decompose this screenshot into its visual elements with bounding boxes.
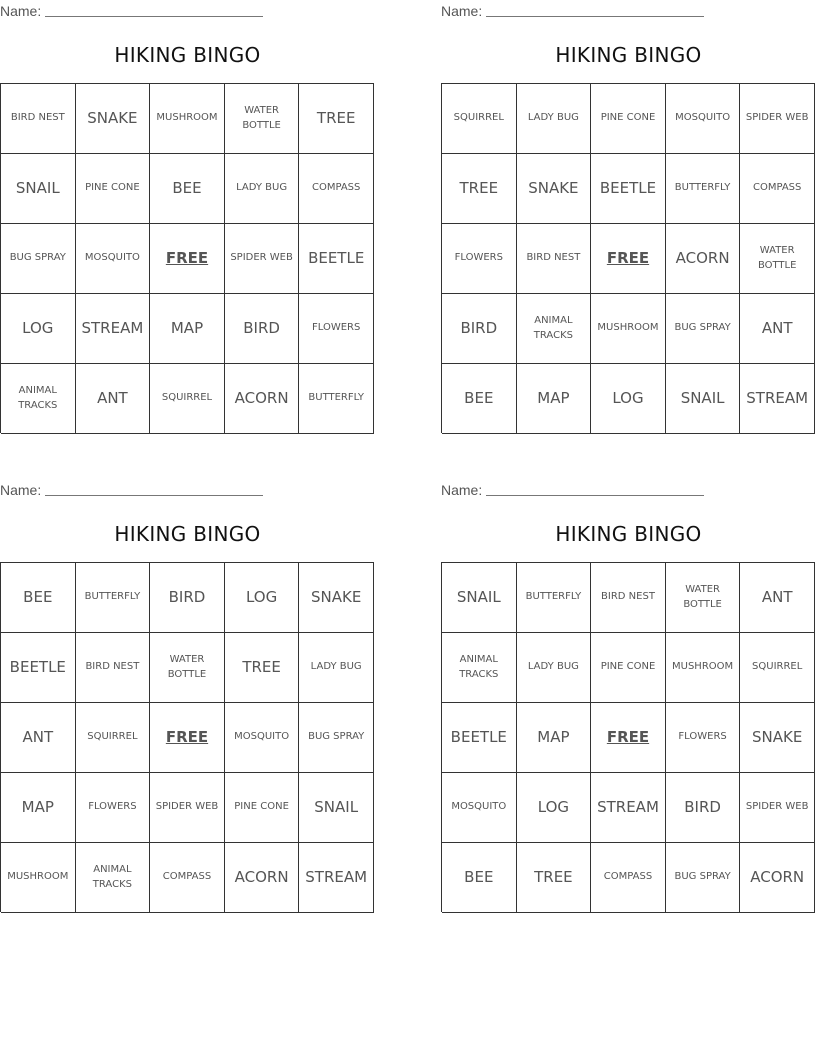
bingo-cell[interactable]: BIRD NEST [1, 84, 76, 154]
bingo-cell[interactable]: BUG SPRAY [1, 224, 76, 294]
bingo-cell[interactable]: TREE [517, 843, 592, 913]
bingo-cell[interactable]: FLOWERS [442, 224, 517, 294]
bingo-cell[interactable]: SPIDER WEB [740, 84, 815, 154]
bingo-cell[interactable]: ANIMAL TRACKS [76, 843, 151, 913]
bingo-cell[interactable]: BIRD [225, 294, 300, 364]
bingo-cell[interactable]: SNAIL [1, 154, 76, 224]
bingo-cell[interactable]: WATER BOTTLE [666, 563, 741, 633]
bingo-cell[interactable]: ANIMAL TRACKS [442, 633, 517, 703]
bingo-cell[interactable]: SQUIRREL [76, 703, 151, 773]
bingo-cell[interactable]: SNAKE [740, 703, 815, 773]
bingo-cell[interactable]: ANT [1, 703, 76, 773]
name-blank-line[interactable] [486, 481, 704, 496]
name-label: Name: [0, 482, 42, 498]
bingo-cell[interactable]: BEETLE [299, 224, 374, 294]
bingo-cell[interactable]: BIRD NEST [76, 633, 151, 703]
bingo-cell[interactable]: BUTTERFLY [666, 154, 741, 224]
bingo-cell[interactable]: BUTTERFLY [517, 563, 592, 633]
bingo-cell[interactable]: MAP [1, 773, 76, 843]
bingo-cell[interactable]: MAP [517, 364, 592, 434]
bingo-cell[interactable]: MAP [150, 294, 225, 364]
bingo-cell[interactable]: SNAKE [76, 84, 151, 154]
bingo-grid [0, 562, 374, 912]
bingo-cell[interactable]: FLOWERS [299, 294, 374, 364]
name-blank-line[interactable] [45, 481, 263, 496]
bingo-cell[interactable]: BEETLE [442, 703, 517, 773]
bingo-cell[interactable]: WATER BOTTLE [225, 84, 300, 154]
bingo-cell[interactable]: BEE [442, 364, 517, 434]
bingo-cell[interactable]: MUSHROOM [591, 294, 666, 364]
bingo-cell[interactable]: LOG [591, 364, 666, 434]
bingo-cell[interactable]: BUTTERFLY [299, 364, 374, 434]
bingo-card-4 [441, 479, 816, 913]
name-field [0, 481, 263, 499]
name-field [0, 2, 263, 20]
card-title: HIKING BINGO [555, 522, 702, 546]
bingo-cell[interactable]: COMPASS [299, 154, 374, 224]
bingo-cell[interactable]: BUG SPRAY [666, 294, 741, 364]
bingo-cell[interactable]: MUSHROOM [150, 84, 225, 154]
bingo-cell[interactable]: COMPASS [150, 843, 225, 913]
bingo-cell[interactable]: ACORN [666, 224, 741, 294]
bingo-cell[interactable]: SQUIRREL [740, 633, 815, 703]
bingo-grid [441, 562, 815, 912]
bingo-cell[interactable]: BUTTERFLY [76, 563, 151, 633]
bingo-card-1 [0, 0, 375, 434]
bingo-cell[interactable]: BUG SPRAY [666, 843, 741, 913]
bingo-cell[interactable]: LADY BUG [299, 633, 374, 703]
name-label: Name: [0, 3, 42, 19]
bingo-cell[interactable]: LOG [517, 773, 592, 843]
bingo-cell[interactable]: BEETLE [591, 154, 666, 224]
bingo-cell[interactable]: LOG [1, 294, 76, 364]
bingo-cell[interactable]: MUSHROOM [666, 633, 741, 703]
bingo-cell[interactable]: ACORN [740, 843, 815, 913]
name-field [441, 481, 704, 499]
bingo-cell[interactable]: BIRD [666, 773, 741, 843]
bingo-cell[interactable]: SPIDER WEB [150, 773, 225, 843]
bingo-cell[interactable]: STREAM [76, 294, 151, 364]
name-blank-line[interactable] [45, 2, 263, 17]
bingo-cell[interactable]: LADY BUG [225, 154, 300, 224]
bingo-cell[interactable]: ANT [76, 364, 151, 434]
bingo-cell[interactable]: SNAKE [299, 563, 374, 633]
bingo-cell[interactable]: SQUIRREL [442, 84, 517, 154]
bingo-cell[interactable]: TREE [442, 154, 517, 224]
bingo-cell[interactable]: TREE [299, 84, 374, 154]
bingo-cell[interactable]: LADY BUG [517, 84, 592, 154]
bingo-grid [441, 83, 815, 433]
bingo-cell[interactable]: PINE CONE [225, 773, 300, 843]
bingo-cell[interactable]: MUSHROOM [1, 843, 76, 913]
bingo-card-3 [0, 479, 375, 913]
bingo-cell[interactable]: MOSQUITO [666, 84, 741, 154]
bingo-cell[interactable]: STREAM [591, 773, 666, 843]
bingo-cell[interactable]: BIRD [150, 563, 225, 633]
bingo-cell[interactable]: WATER BOTTLE [150, 633, 225, 703]
bingo-cell[interactable]: STREAM [740, 364, 815, 434]
bingo-cell[interactable]: SNAKE [517, 154, 592, 224]
name-field [441, 2, 704, 20]
bingo-cell[interactable]: STREAM [299, 843, 374, 913]
name-label: Name: [441, 482, 483, 498]
bingo-cell[interactable]: PINE CONE [591, 84, 666, 154]
bingo-cell[interactable]: SPIDER WEB [225, 224, 300, 294]
bingo-cell[interactable]: LOG [225, 563, 300, 633]
bingo-cell[interactable]: WATER BOTTLE [740, 224, 815, 294]
bingo-cell[interactable]: MOSQUITO [442, 773, 517, 843]
bingo-cell[interactable]: BIRD NEST [591, 563, 666, 633]
bingo-grid [0, 83, 374, 433]
bingo-cell[interactable]: BEE [150, 154, 225, 224]
bingo-cell[interactable]: FLOWERS [666, 703, 741, 773]
bingo-cell[interactable]: COMPASS [740, 154, 815, 224]
bingo-cell[interactable]: TREE [225, 633, 300, 703]
bingo-cell[interactable]: LADY BUG [517, 633, 592, 703]
bingo-cell-free[interactable]: FREE [150, 224, 225, 294]
bingo-cell-free[interactable]: FREE [591, 224, 666, 294]
bingo-cell[interactable]: MOSQUITO [225, 703, 300, 773]
bingo-cell[interactable]: ANT [740, 294, 815, 364]
card-title: HIKING BINGO [555, 43, 702, 67]
bingo-cell[interactable]: MOSQUITO [76, 224, 151, 294]
bingo-cell[interactable]: SNAIL [666, 364, 741, 434]
name-label: Name: [441, 3, 483, 19]
bingo-cell[interactable]: BEE [442, 843, 517, 913]
bingo-cell[interactable]: BEETLE [1, 633, 76, 703]
bingo-card-2 [441, 0, 816, 434]
bingo-cell[interactable]: BEE [1, 563, 76, 633]
bingo-cell[interactable]: SQUIRREL [150, 364, 225, 434]
name-blank-line[interactable] [486, 2, 704, 17]
bingo-cell[interactable]: BIRD NEST [517, 224, 592, 294]
bingo-cell[interactable]: PINE CONE [591, 633, 666, 703]
bingo-cell[interactable]: SPIDER WEB [740, 773, 815, 843]
bingo-cell[interactable]: ANIMAL TRACKS [1, 364, 76, 434]
bingo-cell[interactable]: MAP [517, 703, 592, 773]
bingo-cell[interactable]: ANIMAL TRACKS [517, 294, 592, 364]
bingo-cell[interactable]: COMPASS [591, 843, 666, 913]
bingo-cell[interactable]: ACORN [225, 843, 300, 913]
bingo-cell[interactable]: FLOWERS [76, 773, 151, 843]
bingo-cell[interactable]: BIRD [442, 294, 517, 364]
bingo-cell[interactable]: SNAIL [299, 773, 374, 843]
bingo-cell[interactable]: SNAIL [442, 563, 517, 633]
bingo-cell[interactable]: PINE CONE [76, 154, 151, 224]
bingo-cell-free[interactable]: FREE [591, 703, 666, 773]
bingo-cell[interactable]: ANT [740, 563, 815, 633]
bingo-cell[interactable]: ACORN [225, 364, 300, 434]
card-title: HIKING BINGO [114, 522, 261, 546]
bingo-cell[interactable]: BUG SPRAY [299, 703, 374, 773]
bingo-cell-free[interactable]: FREE [150, 703, 225, 773]
card-title: HIKING BINGO [114, 43, 261, 67]
